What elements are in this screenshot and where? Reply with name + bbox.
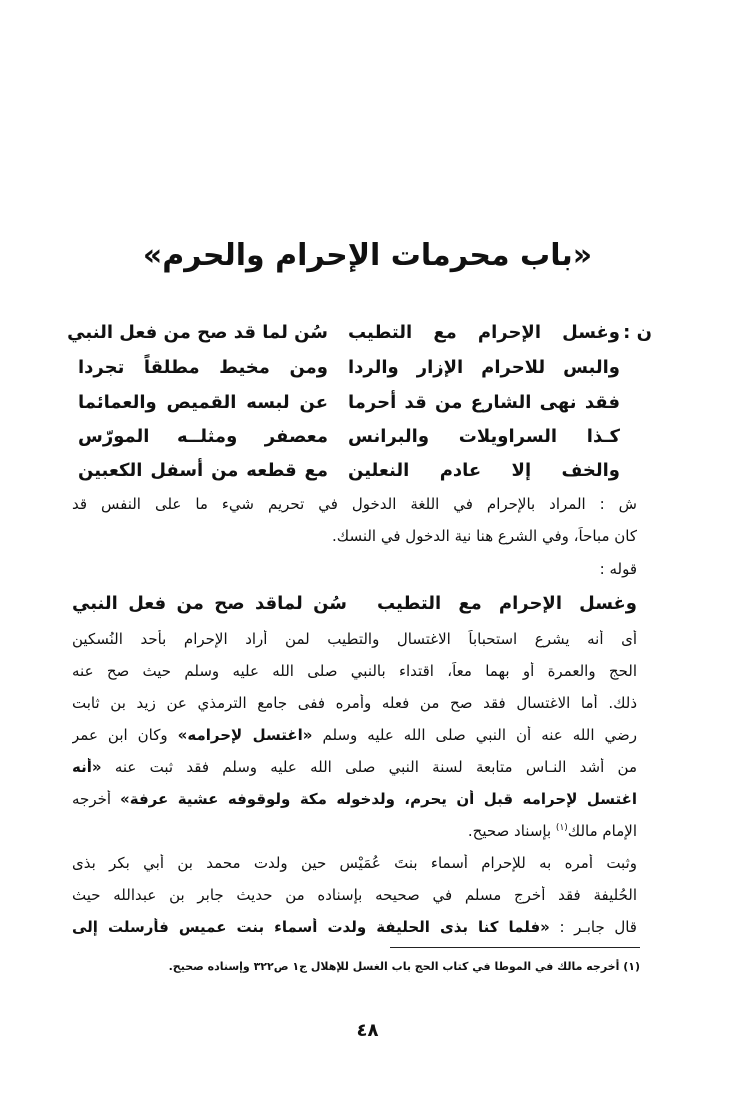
verse-second-hemistich: سُن لما قد صح من فعل النبي [67,322,328,343]
page-number: ٤٨ [356,1020,379,1041]
qawluh-label: قوله : [599,560,637,578]
verse-second-hemistich: سُن لماقد صح من فعل النبي [72,593,347,614]
text-run: رضي الله عنه أن النبي صلى الله عليه وسلم [322,726,637,744]
body-line-5 [72,758,637,776]
verse-first-hemistich: فقد نهى الشارع من قد أحرما [348,392,620,413]
verse-first-hemistich: كـذا السراويلات والبرانس [348,426,620,447]
chapter-title: «باب محرمات الإحرام والحرم» [142,238,593,273]
text-run: أخرجه [72,790,112,808]
sharh-line-2: كان مباحاً، وفي الشرع هنا نية الدخول في النسك. [332,527,637,545]
verse-first-hemistich: والخف إلا عادم النعلين [348,460,620,481]
footnote-divider [390,947,640,948]
verse-second-hemistich: مع قطعه من أسفل الكعبين [78,460,328,481]
footnote: (١) أخرجه مالك في الموطا في كتاب الحج باب الغسل للإهلال ج١ ص٣٢٢ وإسناده صحيح. [168,960,640,973]
verse-second-hemistich: معصفر ومثلــه المورّس [78,426,328,447]
body-line-3: ذلك. أما الاغتسال فقد صح من فعله وأمره ففى جامع الترمذي عن زيد بن ثابت [72,694,637,712]
sharh-line-1: ش : المراد بالإحرام في اللغة الدخول في تحريم شيء ما على النفس قد [72,495,637,513]
hadith-quote: «أنه [72,758,102,776]
hadith-quote: اغتسل لإحرامه قبل أن يحرم، ولدخوله مكة ولوقوفه عشية عرفة» [120,790,637,808]
text-run: بإسناد صحيح. [467,822,552,840]
verse-line-3 [72,390,652,424]
body-line-6 [72,790,637,808]
verse-line-2 [72,355,652,389]
body-line-4 [72,726,637,744]
body-line-7 [72,822,637,840]
body-line-9: الحُليفة فقد أخرج مسلم في صحيحه بإسناده من حديث جابر بن عبدالله حيث [72,886,637,904]
verse-second-hemistich: عن لبسه القميص والعمائما [78,392,328,413]
verse-first-hemistich: والبس للاحرام الإزار والردا [348,357,620,378]
quoted-verse [72,593,637,625]
verse-line-5 [72,458,652,492]
body-line-8: وثبت أمره به للإحرام أسماء بنتَ عُمَيْس حين ولدت محمد بن أبي بكر بذى [72,854,637,872]
body-line-10 [72,918,637,936]
verse-marker: ن : [623,322,652,343]
footnote-ref: (١) [555,823,568,833]
text-run: من أشد النـاس متابعة لسنة النبي صلى الله عليه وسلم فقد ثبت عنه [114,758,637,776]
verse-second-hemistich: ومن مخيط مطلقاً تجردا [78,357,328,378]
text-run: الإمام مالك [567,822,637,840]
hadith-quote: «اغتسل لإحرامه» [177,726,313,744]
body-line-1: أى أنه يشرع استحباباً الاغتسال والتطيب لمن أراد الإحرام بأحد النُسكين [72,630,637,648]
verse-line-4 [72,424,652,458]
verse-line-1 [67,320,652,354]
text-run: وكان ابن عمر [72,726,168,744]
verse-first-hemistich: وغسل الإحرام مع التطيب [348,322,620,343]
body-line-2: الحج والعمرة أو بهما معاً، اقتداء بالنبي صلى الله عليه وسلم حيث صح عنه [72,662,637,680]
hadith-quote: «فلما كنا بذى الحليفة ولدت أسماء بنت عميس فأرسلت إلى [72,918,550,936]
text-run: قال جابـر : [559,918,637,936]
verse-first-hemistich: وغسل الإحرام مع التطيب [377,593,637,614]
